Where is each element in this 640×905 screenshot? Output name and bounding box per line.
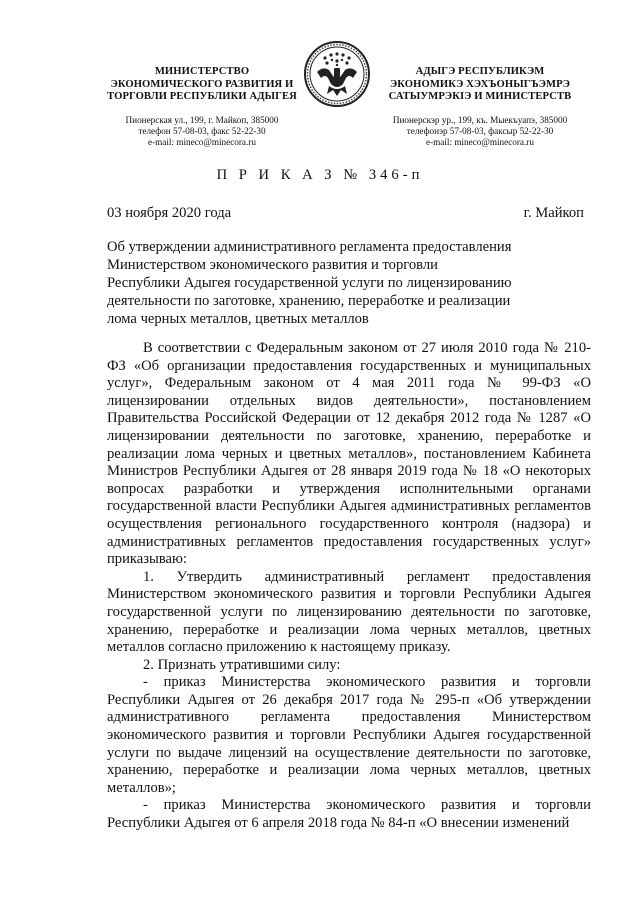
email-line: e-mail: mineco@minecora.ru (426, 137, 534, 148)
subject-line: Республики Адыгея государственной услуги по лицензированию (107, 275, 512, 291)
order-subject (107, 238, 577, 328)
org-line: ТОРГОВЛИ РЕСПУБЛИКИ АДЫГЕЯ (107, 91, 297, 102)
ministry-name-russian (96, 66, 308, 104)
phone-line: телефонэр 57-08-03, факсыр 52-22-30 (406, 126, 554, 137)
ministry-address-russian (103, 115, 301, 149)
org-line: МИНИСТЕРСТВО (154, 66, 250, 77)
coat-of-arms-icon (303, 40, 371, 108)
order-title: П Р И К А З № 346-п (216, 167, 424, 183)
repealed-order-2: - приказ Министерства экономического развития и торговли Республики Адыгея от 6 апреля 2018 года № 84-п «О внесении изменений (107, 797, 591, 832)
ministry-address-adyghe (380, 115, 580, 149)
address-line: Пионерская ул., 199, г. Майкоп, 385000 (125, 115, 279, 125)
item-1-paragraph: 1. Утвердить административный регламент предоставления Министерством экономического развития и торговли Республики Адыгея государственной услуги по лицензированию деятельности по заготовке, хранению, переработке и реализации лома черных металлов, цветных металлов согласно приложению к настоящему приказу. (107, 568, 591, 656)
phone-line: телефон 57-08-03, факс 52-22-30 (138, 126, 266, 137)
subject-line: Об утверждении административного регламента предоставления (107, 239, 512, 255)
org-line: ЭКОНОМИКЭ ХЭХЪОНЫГЪЭМРЭ (390, 78, 570, 90)
email-line: e-mail: mineco@minecora.ru (148, 137, 256, 148)
order-body (107, 340, 591, 833)
subject-line: Министерством экономического развития и торговли (107, 257, 438, 273)
item-2-paragraph: 2. Признать утратившими силу: (143, 656, 341, 673)
org-line: АДЫГЭ РЕСПУБЛИКЭМ (415, 66, 545, 77)
ministry-name-adyghe (376, 66, 584, 104)
order-date: 03 ноября 2020 года (107, 205, 232, 221)
preamble-paragraph: В соответствии с Федеральным законом от 27 июля 2010 года № 210-ФЗ «Об организации предоставления государственных и муниципальных услуг», Федеральным законом от 4 мая 2011 года № 99-ФЗ «О лицензировании отдельных видов деятельности», постановлением Правительства Российской Федерации от 12 декабря 2012 года № 1287 «О лицензировании деятельности по заготовке, хранению, переработке и реализации лома черных и цветных металлов», постановлением Кабинета Министров Республики Адыгея от 28 января 2019 года № 18 «О некоторых вопросах разработки и утверждения исполнительными органами государственной власти Республики Адыгея административных регламентов осуществления регионального государственного контроля (надзора) и административных регламентов предоставления государственных услуг» приказываю: (107, 340, 591, 568)
org-line: ЭКОНОМИЧЕСКОГО РАЗВИТИЯ И (110, 78, 294, 90)
order-city: г. Майкоп (523, 205, 584, 221)
address-line: Пионерскэр ур., 199, къ. Мыекъуапэ, 385000 (392, 115, 568, 125)
repealed-order-1: - приказ Министерства экономического развития и торговли Республики Адыгея от 26 декабря 2017 года № 295-п «Об утверждении административного регламента предоставления Министерством экономического развития и торговли Республики Адыгея государственной услуги по выдаче лицензий на осуществление деятельности по заготовке, хранению, переработке и реализации лома черных металлов, цветных металлов»; (107, 674, 591, 796)
subject-line: лома черных металлов, цветных металлов (107, 311, 369, 327)
subject-line: деятельности по заготовке, хранению, переработке и реализации (107, 293, 511, 309)
org-line: САТЫУМРЭКIЭ И МИНИСТЕРСТВ (388, 91, 572, 102)
